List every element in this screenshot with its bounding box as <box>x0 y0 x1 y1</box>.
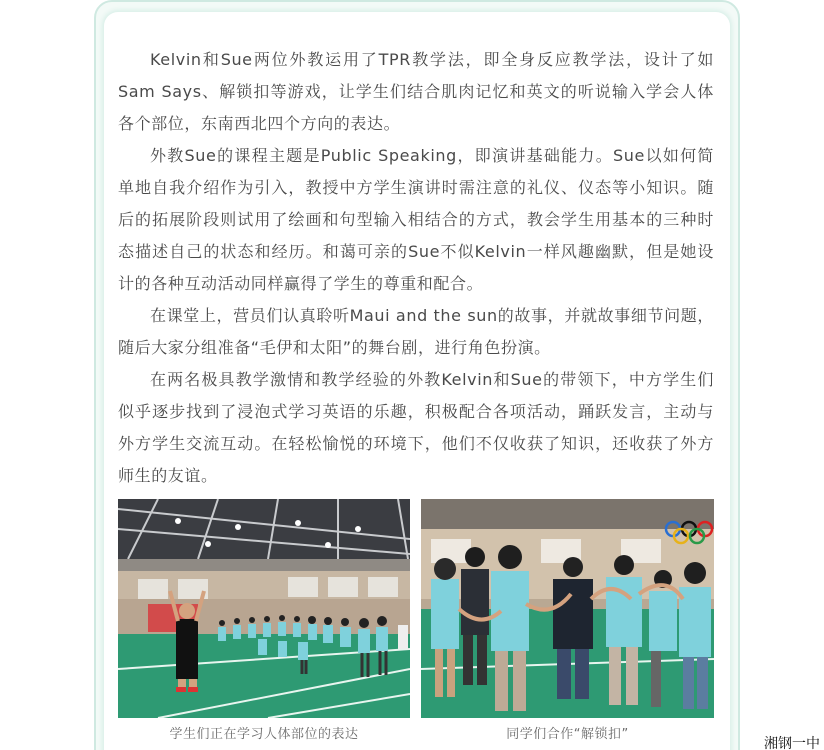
school-name: 湘钢一中 <box>764 736 820 750</box>
paragraph-1: Kelvin和Sue两位外教运用了TPR教学法，即全身反应教学法，设计了如Sam Says、解锁扣等游戏，让学生们结合肌肉记忆和英文的听说输入学会人体各个部位，东南西北四个方向的表达。 <box>118 50 714 133</box>
unlock-game-illustration <box>421 499 714 718</box>
gym-class-illustration <box>118 499 410 718</box>
paragraph-2: 外教Sue的课程主题是Public Speaking，即演讲基础能力。Sue以如何简单地自我介绍作为引入，教授中方学生演讲时需注意的礼仪、仪态等小知识。随后的拓展阶段则试用了绘画和句型输入相结合的方式，教会学生用基本的三种时态描述自己的状态和经历。和蔼可亲的Sue不似Kelvin一样风趣幽默，但是她设计的各种互动活动同样赢得了学生的尊重和配合。 <box>118 146 714 293</box>
photo-caption-1: 学生们正在学习人体部位的表达 <box>169 727 359 742</box>
photo-caption-2: 同学们合作“解锁扣” <box>506 727 629 742</box>
photo-row <box>118 499 714 719</box>
photo-gym-class <box>118 499 410 718</box>
paragraph-3: 在课堂上，营员们认真聆听Maui and the sun的故事，并就故事细节问题，随后大家分组准备“毛伊和太阳”的舞台剧，进行角色扮演。 <box>118 306 714 357</box>
article-body <box>118 44 714 492</box>
paragraph-4: 在两名极具教学激情和教学经验的外教Kelvin和Sue的带领下，中方学生们似乎逐步找到了浸泡式学习英语的乐趣，积极配合各项活动，踊跃发言，主动与外方学生交流互动。在轻松愉悦的环境下，他们不仅收获了知识，还收获了外方师生的友谊。 <box>118 370 714 485</box>
photo-unlock-game <box>421 499 714 718</box>
